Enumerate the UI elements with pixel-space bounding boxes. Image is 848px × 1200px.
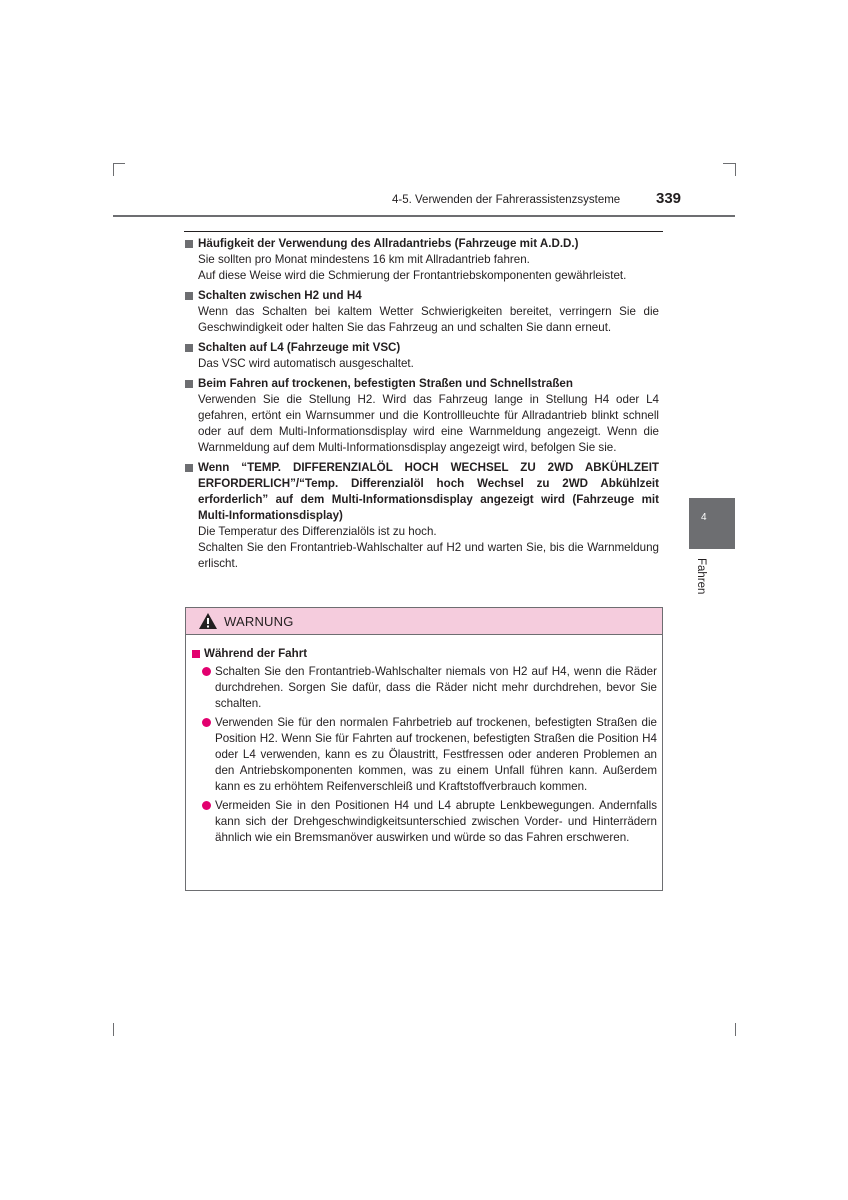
square-bullet-icon xyxy=(185,464,193,472)
circle-bullet-icon xyxy=(202,667,211,676)
section-body: Wenn das Schalten bei kaltem Wetter Schwierigkeiten bereitet, verringern Sie die Geschwindigkeit oder halten Sie das Fahrzeug an und schalten Sie dann erneut. xyxy=(198,305,659,334)
warning-label: WARNUNG xyxy=(224,613,294,629)
section-heading: Wenn “TEMP. DIFFERENZIALÖL HOCH WECHSEL ZU 2WD ABKÜHLZEIT ERFORDERLICH”/“Temp. Differenzialöl hoch Wechsel zu 2WD Abkühlzeit erforderlich” auf dem Multi-Informationsdisplay angezeigt wird (Fahrzeuge mit Multi-Informationsdisplay) xyxy=(184,460,659,524)
square-bullet-icon xyxy=(185,344,193,352)
section-shift-l4 xyxy=(184,340,659,372)
section-body: Die Temperatur des Differenzialöls ist zu hoch. Schalten Sie den Frontantrieb-Wahlschalter auf H2 und warten Sie, bis die Warnmeldung erlischt. xyxy=(198,525,659,570)
circle-bullet-icon xyxy=(202,801,211,810)
warning-triangle-icon xyxy=(198,612,218,630)
section-frequency xyxy=(184,236,659,284)
content-rule xyxy=(184,231,663,232)
warning-bullet: Schalten Sie den Frontantrieb-Wahlschalter niemals von H2 auf H4, wenn die Räder durchdrehen. Sorgen Sie dafür, dass die Räder nicht mehr durchdrehen, bevor Sie schalten. xyxy=(202,664,658,712)
crop-mark-bottom-left xyxy=(113,1023,114,1036)
section-dry-roads xyxy=(184,376,659,456)
square-bullet-icon xyxy=(192,650,200,658)
section-body: Verwenden Sie die Stellung H2. Wird das Fahrzeug lange in Stellung H4 oder L4 gefahren, ertönt ein Warnsummer und die Kontrollleuchte für Allradantrieb blinkt schnell oder auf dem Multi-Informationsdisplay wird eine Warnmeldung angezeigt. Wenn die Warnmeldung auf dem Multi-Informationsdisplay angezeigt wird, befolgen Sie sie. xyxy=(198,393,659,454)
warning-bullet: Verwenden Sie für den normalen Fahrbetrieb auf trockenen, befestigten Straßen die Position H2. Wenn Sie für Fahrten auf trockenen, befestigten Straßen die Position H4 oder L4 verwenden, kann es zu Ölaustritt, Festfressen oder anderen Problemen an den Antriebskomponenten kommen, was zu einem Unfall führen kann. Außerdem kann es zu erhöhtem Reifenverschleiß und Kraftstoffverbrauch kommen. xyxy=(202,715,658,795)
section-heading: Beim Fahren auf trockenen, befestigten Straßen und Schnellstraßen xyxy=(184,376,659,392)
warning-body xyxy=(186,635,662,846)
header-rule xyxy=(113,215,735,217)
section-title: 4-5. Verwenden der Fahrerassistenzsysteme xyxy=(392,194,621,206)
page-number: 339 xyxy=(656,190,682,207)
circle-bullet-icon xyxy=(202,718,211,727)
section-heading: Schalten zwischen H2 und H4 xyxy=(184,288,659,304)
chapter-label: Fahren xyxy=(695,558,707,595)
crop-mark-top-right xyxy=(735,163,736,176)
main-content xyxy=(184,236,659,576)
section-heading: Schalten auf L4 (Fahrzeuge mit VSC) xyxy=(184,340,659,356)
warning-bullet: Vermeiden Sie in den Positionen H4 und L4 abrupte Lenkbewegungen. Andernfalls kann sich der Drehgeschwindigkeitsunterschied zwischen Vorder- und Hinterrädern ähnlich wie ein Bremsmanöver auswirken und würde so das Fahren erschweren. xyxy=(202,798,658,846)
crop-mark-bottom-right xyxy=(735,1023,736,1036)
chapter-number: 4 xyxy=(701,512,707,523)
warning-box xyxy=(185,607,663,891)
square-bullet-icon xyxy=(185,380,193,388)
section-shift-h2-h4 xyxy=(184,288,659,336)
chapter-tab xyxy=(689,498,735,549)
square-bullet-icon xyxy=(185,292,193,300)
section-diff-oil-temp xyxy=(184,460,659,572)
crop-mark-top-left xyxy=(113,163,114,176)
warning-header xyxy=(186,608,662,635)
section-body: Sie sollten pro Monat mindestens 16 km mit Allradantrieb fahren. Auf diese Weise wird die Schmierung der Frontantriebskomponenten gewährleistet. xyxy=(198,253,627,282)
warning-heading: Während der Fahrt xyxy=(190,646,658,662)
square-bullet-icon xyxy=(185,240,193,248)
crop-mark-top-left xyxy=(113,163,125,164)
crop-mark-top-right xyxy=(723,163,735,164)
section-body: Das VSC wird automatisch ausgeschaltet. xyxy=(198,357,414,370)
section-heading: Häufigkeit der Verwendung des Allradantriebs (Fahrzeuge mit A.D.D.) xyxy=(184,236,659,252)
